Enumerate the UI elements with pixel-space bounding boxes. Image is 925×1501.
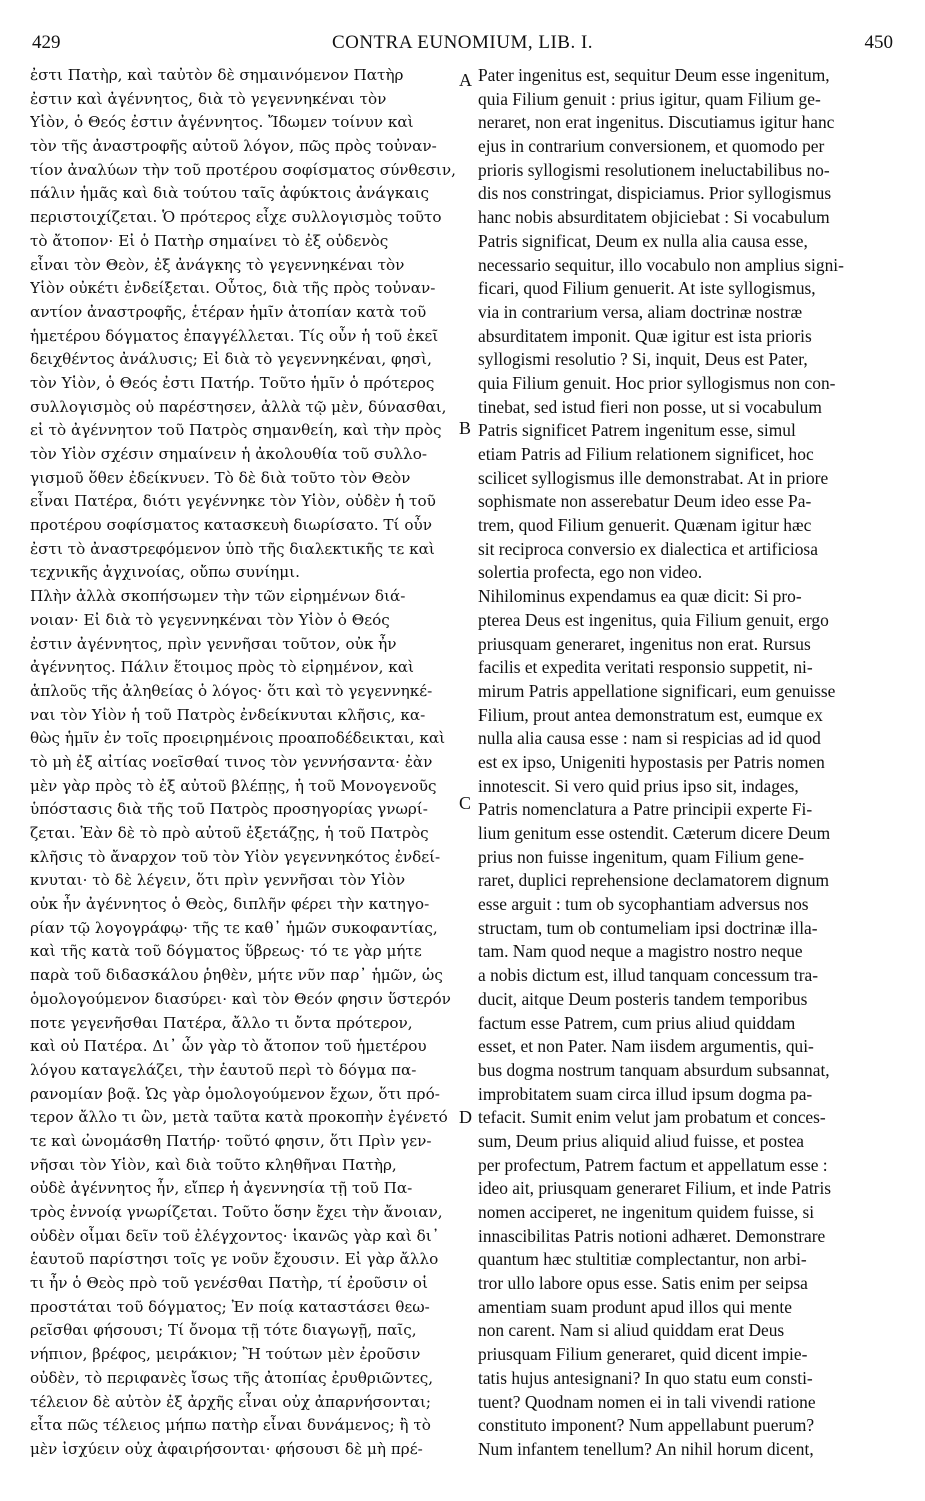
- greek-text-line: ἡμετέρου δόγματος ἐπαγγέλλεται. Τίς οὖν ἡ τοῦ ἐκεῖ: [30, 326, 439, 345]
- greek-text-line: ναι τὸν Υἱὸν ἡ τοῦ Πατρὸς ἐνδείκνυται κλῆσις, κα-: [30, 705, 426, 724]
- page-header: [32, 32, 893, 58]
- latin-text-line: syllogismi resolutio ? Si, inquit, Deus est Pater,: [478, 349, 808, 370]
- latin-text-line: prioris syllogismi resolutionem ineluctabilibus no-: [478, 159, 830, 180]
- greek-text-line: νοιαν· Εἰ διὰ τὸ γεγεννηκέναι τὸν Υἱὸν ὁ Θεός: [30, 610, 390, 629]
- latin-text-line: sit reciproca conversio ex dialectica et artificiosa: [478, 538, 818, 559]
- latin-text-line: Filium, prout antea demonstratum est, eumque ex: [478, 704, 823, 725]
- page-number-right: 450: [864, 32, 893, 53]
- latin-text-line: bus dogma nostrum tanquam absurdum subsannat,: [478, 1059, 830, 1080]
- latin-text-line: solertia profecta, ego non video.: [478, 562, 703, 583]
- greek-text-line: ζεται. Ἐὰν δὲ τὸ πρὸ αὐτοῦ ἐξετάζῃς, ἡ τοῦ Πατρὸς: [30, 824, 429, 842]
- latin-text-line: etiam Patris ad Filium relationem significet, hoc: [478, 444, 814, 464]
- latin-text-line: dis nos constringat, dispiciamus. Prior syllogismus: [478, 183, 832, 204]
- latin-text-line: prius non fuisse ingenitum, quam Filium gene-: [478, 846, 805, 867]
- greek-text-line: εἶναι τὸν Θεὸν, ἐξ ἀνάγκης τὸ γεγεννηκέναι τὸν: [30, 255, 405, 274]
- latin-text-line: a nobis dictum est, illud tanquam concessum tra-: [478, 965, 819, 986]
- greek-text-line: ποτε γεγενῆσθαι Πατέρα, ἄλλο τι ὄντα πρότερον,: [30, 1013, 413, 1032]
- greek-text-line: τὸ ἄτοπον· Εἰ ὁ Πατὴρ σημαίνει τὸ ἐξ οὐδενὸς: [30, 231, 389, 250]
- latin-text-line: est ex ipso, Unigeniti hypostasis per Patris nomen: [478, 751, 825, 772]
- greek-text-line: τρὸς ἐννοίᾳ γνωρίζεται. Τοῦτο ὅσην ἔχει τὴν ἄνοιαν,: [30, 1203, 443, 1221]
- greek-text-line: αντίον ἀναστροφῆς, ἑτέραν ἡμῖν ἀτοπίαν κατὰ τοῦ: [30, 302, 427, 321]
- latin-text-line: tuent? Quodnam nomen ei in tali vivendi ratione: [478, 1391, 816, 1412]
- latin-text-line: mirum Patris appellatione significari, eum genuisse: [478, 680, 836, 701]
- greek-text-line: τίον ἀναλύων τὴν τοῦ προτέρου σοφίσματος σύνθεσιν,: [30, 160, 456, 179]
- greek-text-line: τεχνικῆς ἀγχινοίας, οὔπω συνίημι.: [30, 563, 300, 582]
- latin-text-line: tror ullo labore opus esse. Satis enim per seipsa: [478, 1273, 808, 1294]
- latin-text-line: Pater ingenitus est, sequitur Deum esse ingenitum,: [478, 65, 830, 85]
- latin-text-line: priusquam generaret, ingenitus non erat. Rursus: [478, 633, 811, 654]
- latin-text-line: scilicet syllogismus ille demonstrabat. At in priore: [478, 467, 829, 488]
- greek-column: [30, 64, 458, 1494]
- latin-text-line: tinebat, sed istud fieri non posse, ut si vocabulum: [478, 396, 822, 417]
- latin-text-line: non carent. Nam si aliud quiddam erat Deus: [478, 1320, 785, 1341]
- latin-text-line: factum esse Patrem, cum prius aliud quiddam: [478, 1012, 796, 1033]
- greek-text-line: Υἱὸν οὐκέτι ἐνδείξεται. Οὗτος, διὰ τῆς πρὸς τοὐναν-: [30, 279, 436, 298]
- greek-text-line: ἐστιν καὶ ἀγέννητος, διὰ τὸ γεγεννηκέναι τὸν: [30, 89, 387, 108]
- latin-text-line: nulla alia causa esse : nam si respicias ad id quod: [478, 728, 821, 749]
- greek-text-line: νήπιον, βρέφος, μειράκιον; Ἢ τούτων μὲν ἐροῦσιν: [30, 1345, 421, 1364]
- greek-text-line: συλλογισμὸς οὐ παρέστησεν, ἀλλὰ τῷ μὲν, δύνασθαι,: [30, 397, 447, 416]
- latin-text-line: tam. Nam quod neque a magistro nostro neque: [478, 941, 803, 962]
- latin-text-line: Num infantem tenellum? An nihil horum dicent,: [478, 1438, 814, 1459]
- latin-column: [478, 64, 898, 1494]
- latin-text-line: pterea Deus est ingenitus, quia Filium genuit, ergo: [478, 609, 829, 630]
- greek-text-line: τέλειον δὲ αὐτὸν ἐξ ἀρχῆς εἶναι οὐχ ἀπαρνήσονται;: [30, 1392, 432, 1411]
- latin-text-line: lium genitum esse ostendit. Cæterum dicere Deum: [478, 823, 831, 843]
- greek-text-line: μὲν ἰσχύειν οὐχ ἀφαιρήσονται· φήσουσι δὲ μὴ πρέ-: [30, 1439, 423, 1458]
- greek-text-line: οὐδὲ ἀγέννητος ἦν, εἴπερ ἡ ἀγεννησία τῇ τοῦ Πα-: [30, 1179, 413, 1198]
- latin-text-line: esse arguit : tum ob sycophantiam adversus nos: [478, 894, 809, 915]
- latin-text-line: facilis et expedita veritati responsio suppetit, ni-: [478, 657, 813, 678]
- section-marker-b: B: [459, 418, 472, 438]
- greek-text-line: ἀγέννητος. Πάλιν ἕτοιμος πρὸς τὸ εἰρημένον, καὶ: [30, 658, 414, 677]
- greek-text-line: ρεῖσθαι φήσουσι; Τί ὄνομα τῇ τότε διαγωγῇ, παῖς,: [30, 1321, 417, 1340]
- greek-text-line: τὸν Υἱὸν σχέσιν σημαίνειν ἡ ἀκολουθία τοῦ συλλο-: [30, 445, 428, 463]
- latin-text-line: hanc nobis absurditatem objiciebat : Si vocabulum: [478, 207, 830, 228]
- greek-text-line: κνυται· τὸ δὲ λέγειν, ὅτι πρὶν γεννῆσαι τὸν Υἱὸν: [30, 871, 406, 890]
- greek-text-line: θὼς ἡμῖν ἐν τοῖς προειρημένοις προαποδέδεικται, καὶ: [30, 729, 446, 748]
- section-marker-a: A: [459, 70, 472, 90]
- greek-text-line: περιστοιχίζεται. Ὁ πρότερος εἶχε συλλογισμὸς τοῦτο: [30, 208, 442, 227]
- greek-text-line: νῆσαι τὸν Υἱὸν, καὶ διὰ τοῦτο κληθῆναι Πατὴρ,: [30, 1155, 397, 1174]
- greek-text-line: λόγου καταγελάζει, τὴν ἑαυτοῦ περὶ τὸ δόγμα πα-: [30, 1060, 417, 1079]
- latin-text-line: innascibilitas Patris notioni adhæret. Demonstrare: [478, 1225, 826, 1246]
- greek-text-line: ἐστι Πατὴρ, καὶ ταὐτὸν δὲ σημαινόμενον Πατὴρ: [30, 66, 404, 84]
- greek-text-line: οὐκ ἦν ἀγέννητος ὁ Θεὸς, διπλῆν φέρει τὴν κατηγο-: [30, 895, 430, 914]
- latin-text-line: tatis hujus antesignani? In quo statu eum consti-: [478, 1367, 813, 1388]
- greek-text-line: εἰ τὸ ἀγέννητον τοῦ Πατρὸς σημανθείη, καὶ τὴν πρὸς: [30, 421, 442, 440]
- greek-text-line: Υἱὸν, ὁ Θεός ἐστιν ἀγέννητος. Ἴδωμεν τοίνυν καὶ: [30, 113, 414, 132]
- latin-text-line: esset, et non Pater. Nam iisdem argumentis, qui-: [478, 1036, 814, 1057]
- greek-text-line: ρίαν τῷ λογογράφῳ· τῆς τε καθ᾽ ἡμῶν συκοφαντίας,: [30, 918, 438, 937]
- greek-text-line: ὁμολογούμενον διασύρει· καὶ τὸν Θεόν φησιν ὕστερόν: [30, 989, 451, 1008]
- greek-text-line: κλῆσις τὸ ἄναρχον τοῦ τὸν Υἱὸν γεγεννηκότος ἐνδεί-: [30, 847, 441, 866]
- greek-text-line: καὶ οὐ Πατέρα. Δι᾽ ὧν γὰρ τὸ ἄτοπον τοῦ ἡμετέρου: [30, 1037, 427, 1056]
- latin-text-line: ficari, quod Filium genuerit. At iste syllogismus,: [478, 278, 816, 299]
- page-number-left: 429: [32, 32, 61, 53]
- latin-text-line: quia Filium genuit. Hoc prior syllogismus non con-: [478, 372, 836, 393]
- latin-text-line: quia Filium genuit : prius igitur, quam Filium ge-: [478, 88, 821, 109]
- greek-text-line: ἑαυτοῦ παρίστησι τοῖς γε νοῦν ἔχουσιν. Εἰ γὰρ ἄλλο: [30, 1250, 439, 1269]
- greek-text-line: ρανομίαν βοᾷ. Ὡς γὰρ ὁμολογούμενον ἔχων, ὅτι πρό-: [30, 1084, 440, 1103]
- greek-text-line: παρὰ τοῦ διδασκάλου ῥηθὲν, μήτε νῦν παρ᾽ ἡμῶν, ὡς: [30, 966, 443, 985]
- latin-text-line: absurditatem imponit. Quæ igitur est ista prioris: [478, 325, 812, 346]
- latin-text-line: per profectum, Patrem factum et appellatum esse :: [478, 1154, 828, 1175]
- latin-text-line: ducit, aitque Deum posteris tandem temporibus: [478, 988, 808, 1009]
- latin-text-line: necessario sequitur, illo vocabulo non amplius signi-: [478, 254, 844, 275]
- latin-text-line: tefacit. Sumit enim velut jam probatum et conces-: [478, 1107, 826, 1128]
- latin-text-line: Patris nomenclatura a Patre principii experte Fi-: [478, 799, 813, 820]
- greek-text-line: ὑπόστασις διὰ τῆς τοῦ Πατρὸς προσηγορίας γνωρί-: [30, 800, 428, 819]
- latin-text-line: improbitatem suam circa illud ipsum dogma pa-: [478, 1083, 813, 1104]
- greek-text-line: τὸν Υἱὸν, ὁ Θεός ἐστι Πατήρ. Τοῦτο ἡμῖν ὁ πρότερος: [30, 373, 435, 392]
- greek-text-line: οὐδὲν οἶμαι δεῖν τοῦ ἐλέγχοντος· ἱκανῶς γὰρ καὶ δι᾽: [30, 1226, 440, 1245]
- greek-text-line: Πλὴν ἀλλὰ σκοπήσωμεν τὴν τῶν εἰρημένων διά-: [30, 587, 406, 606]
- greek-text-line: προστάται τοῦ δόγματος; Ἐν ποίᾳ καταστάσει θεω-: [30, 1297, 430, 1316]
- section-marker-c: C: [459, 793, 472, 813]
- latin-text-line: amentiam suam produnt apud illos qui mente: [478, 1296, 792, 1317]
- greek-text-line: καὶ τῆς κατὰ τοῦ δόγματος ὕβρεως· τό τε γὰρ μήτε: [30, 942, 422, 961]
- latin-text-line: innotescit. Si vero quid prius ipso sit, indages,: [478, 775, 799, 796]
- latin-text-line: sophismate non asserebatur Deum ideo esse Pa-: [478, 491, 812, 512]
- greek-text-line: εἶναι Πατέρα, διότι γεγέννηκε τὸν Υἱὸν, οὐδὲν ἡ τοῦ: [30, 492, 436, 511]
- latin-text-line: raret, duplici reprehensione declamatorem dignum: [478, 870, 830, 891]
- greek-text-line: τι ἦν ὁ Θεὸς πρὸ τοῦ γενέσθαι Πατὴρ, τί ἐροῦσιν οἱ: [30, 1274, 428, 1293]
- latin-text-line: ideo ait, priusquam generaret Filium, et inde Patris: [478, 1178, 832, 1199]
- latin-text-line: neraret, non erat ingenitus. Discutiamus igitur hanc: [478, 112, 835, 133]
- greek-text-line: τε καὶ ὠνομάσθη Πατήρ· τοῦτό φησιν, ὅτι Πρὶν γεν-: [30, 1131, 432, 1150]
- latin-text-line: quantum hæc stultitiæ complectantur, non arbi-: [478, 1249, 807, 1270]
- latin-text-line: constituto imponent? Num appellabunt puerum?: [478, 1415, 815, 1436]
- latin-text-line: nomen acciperet, ne ingenitum quidem fuisse, si: [478, 1202, 815, 1222]
- latin-text-line: ejus in contrarium conversionem, et quomodo per: [478, 136, 825, 157]
- latin-text-line: Patris significat, Deum ex nulla alia causa esse,: [478, 230, 808, 251]
- latin-text-line: Nihilominus expendamus ea quæ dicit: Si pro-: [478, 586, 802, 607]
- greek-text-line: οὐδὲν, τὸ περιφανὲς ἴσως τῆς ἀτοπίας ἐρυθριῶντες,: [30, 1368, 434, 1387]
- greek-text-line: προτέρου σοφίσματος κατασκευὴ διωρίσατο. Τί οὖν: [30, 516, 432, 535]
- latin-text-line: Patris significet Patrem ingenitum esse, simul: [478, 420, 796, 441]
- greek-text-line: πάλιν ἡμᾶς καὶ διὰ τούτου ταῖς ἀφύκτοις ἀνάγκαις: [30, 184, 429, 203]
- greek-text-line: γισμοῦ ὅθεν ἐδείκνυεν. Τὸ δὲ διὰ τοῦτο τὸν Θεὸν: [30, 468, 411, 487]
- greek-text-line: τὸ μὴ ἐξ αἰτίας νοεῖσθαί τινος τὸν γεννήσαντα· ἐὰν: [30, 752, 433, 771]
- greek-text-line: εἶτα πῶς τέλειος μήπω πατὴρ εἶναι δυνάμενος; ἢ τὸ: [30, 1416, 431, 1435]
- greek-text-line: μὲν γὰρ πρὸς τὸ ἐξ αὐτοῦ βλέπῃς, ἡ τοῦ Μονογενοῦς: [30, 776, 437, 795]
- greek-text-line: ἁπλοῦς τῆς ἀληθείας ὁ λόγος· ὅτι καὶ τὸ γεγεννηκέ-: [30, 681, 433, 700]
- greek-text-line: τὸν τῆς ἀναστροφῆς αὐτοῦ λόγον, πῶς πρὸς τοὐναν-: [30, 137, 437, 156]
- greek-text-line: τερον ἄλλο τι ὢν, μετὰ ταῦτα κατὰ προκοπὴν ἐγένετό: [30, 1108, 448, 1127]
- latin-text-line: structam, tum ob contumeliam ipsi doctrinæ illa-: [478, 917, 818, 938]
- running-title: CONTRA EUNOMIUM, LIB. I.: [331, 32, 594, 53]
- greek-text-line: ἐστιν ἀγέννητος, πρὶν γεννῆσαι τοῦτον, οὐκ ἦν: [30, 634, 397, 653]
- latin-text-line: priusquam Filium generaret, quid dicent impie-: [478, 1344, 808, 1365]
- latin-text-line: trem, quod Filium genuerit. Quænam igitur hæc: [478, 515, 812, 536]
- section-marker-d: D: [459, 1107, 472, 1127]
- greek-text-line: ἐστι τὸ ἀναστρεφόμενον ὑπὸ τῆς διαλεκτικῆς τε καὶ: [30, 539, 435, 558]
- latin-text-line: via in contrarium versa, aliam doctrinæ nostræ: [478, 301, 803, 322]
- latin-text-line: sum, Deum prius aliquid aliud fuisse, et postea: [478, 1130, 805, 1151]
- greek-text-line: δειχθέντος ἀνάλυσις; Εἰ διὰ τὸ γεγεννηκέναι, φησὶ,: [30, 350, 432, 369]
